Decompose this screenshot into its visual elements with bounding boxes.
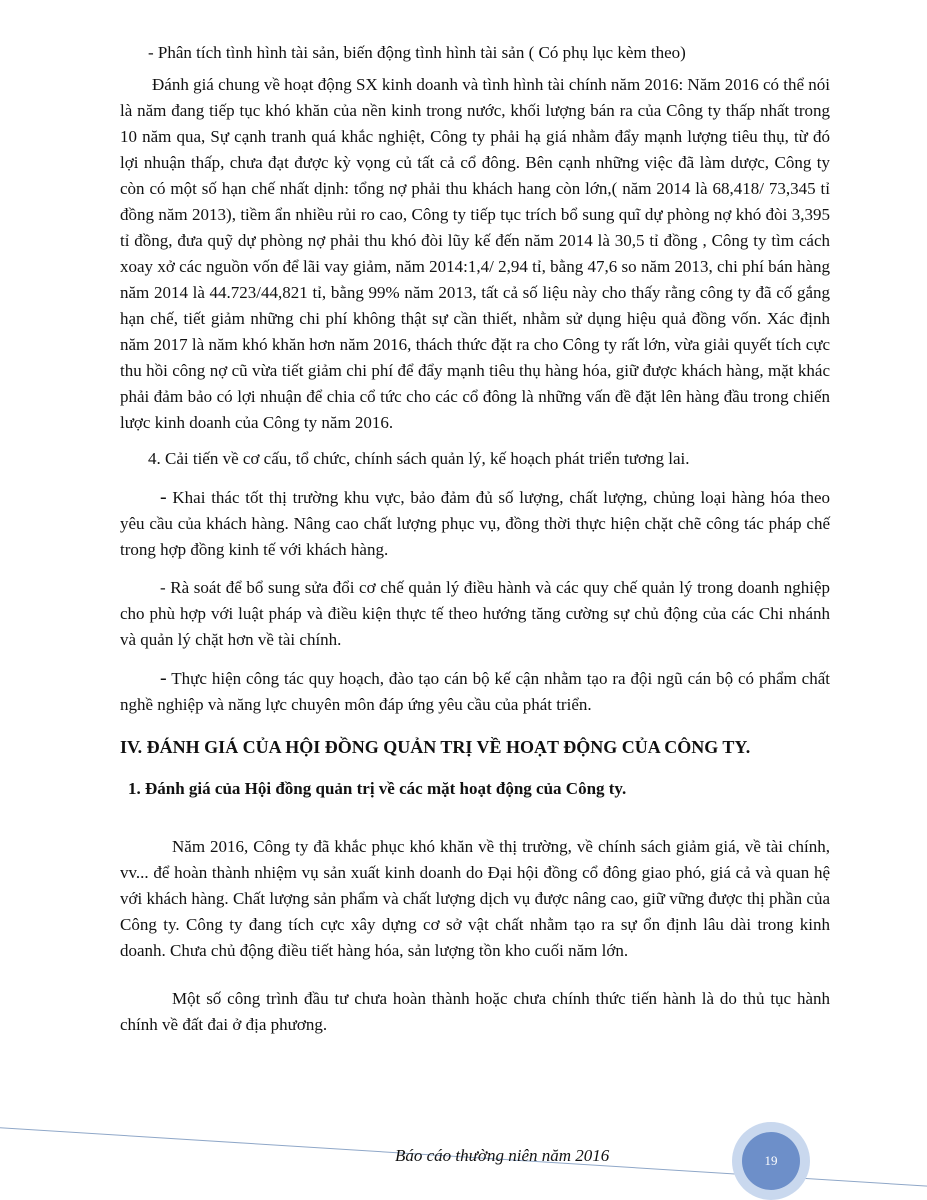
page-number: 19: [764, 1153, 778, 1168]
subsection-1-heading: 1. Đánh giá của Hội đồng quản trị về các mặt hoạt động của Công ty.: [128, 779, 627, 798]
paragraph-market-exploitation: [120, 484, 830, 563]
section-iv-heading: IV. ĐÁNH GIÁ CỦA HỘI ĐỒNG QUẢN TRỊ VỀ HOẠT ĐỘNG CỦA CÔNG TY.: [120, 737, 751, 757]
paragraph-text: Thực hiện công tác quy hoạch, đào tạo cán bộ kế cận nhằm tạo ra đội ngũ cán bộ có phẩm chất nghề nghiệp và năng lực chuyên môn đáp ứng yêu cầu của phát triển.: [120, 669, 830, 714]
paragraph-text: Khai thác tốt thị trường khu vực, bảo đảm đủ số lượng, chất lượng, chủng loại hàng hóa theo yêu cầu của khách hàng. Nâng cao chất lượng phục vụ, đồng thời thực hiện chặt chẽ công tác pháp chế trong hợp đồng kinh tế với khách hàng.: [120, 488, 830, 559]
paragraph-board-assessment: Năm 2016, Công ty đã khắc phục khó khăn về thị trường, về chính sách giảm giá, về tài chính, vv... để hoàn thành nhiệm vụ sản xuất kinh doanh do Đại hội đồng cổ đông giao phó, giá cả và quan hệ với khách hàng. Chất lượng sản phẩm và chất lượng dịch vụ được nâng cao, giữ vững được thị phần của Công ty. Công ty đang tích cực xây dựng cơ sở vật chất nhằm tạo ra sự ổn định lâu dài trong kinh doanh. Chưa chủ động điều tiết hàng hóa, sản lượng tồn kho cuối năm lớn.: [120, 837, 830, 960]
footer-title: Báo cáo thường niên năm 2016: [395, 1146, 610, 1165]
document-body: [120, 40, 830, 1038]
paragraph-management-review: - Rà soát để bổ sung sửa đổi cơ chế quản lý điều hành và các quy chế quản lý trong doanh nghiệp cho phù hợp với luật pháp và điều kiện thực tế theo hướng tăng cường sự chủ động của các Chi nhánh và quản lý chặt hơn về tài chính.: [120, 578, 830, 649]
dash-bullet: -: [160, 486, 167, 508]
paragraph-staff-planning: [120, 665, 830, 718]
paragraph-investment-projects: Một số công trình đầu tư chưa hoàn thành hoặc chưa chính thức tiến hành là do thủ tục hành chính về đất đai ở địa phương.: [120, 989, 830, 1034]
section-4-heading: 4. Cải tiến về cơ cấu, tổ chức, chính sách quản lý, kế hoạch phát triển tương lai.: [148, 449, 690, 468]
dash-bullet: -: [160, 667, 167, 689]
paragraph-general-assessment: Đánh giá chung về hoạt động SX kinh doanh và tình hình tài chính năm 2016: Năm 2016 có thể nói là năm đang tiếp tục khó khăn của nền kinh trong nước, khối lượng bán ra của Công ty thấp nhất trong 10 năm qua, Sự cạnh tranh quá khắc nghiệt, Công ty phải hạ giá nhằm đẩy mạnh lượng tiêu thụ, từ đó lợi nhuận thấp, chưa đạt được kỳ vọng củ tất cả cổ đông. Bên cạnh những việc đã làm dược, Công ty còn có một số hạn chế nhất dịnh: tổng nợ phải thu khách hang còn lớn,( năm 2014 là 68,418/ 73,345 tỉ đồng năm 2013), tiềm ẩn nhiều rủi ro cao, Công ty tiếp tục trích bổ sung quĩ dự phòng nợ khó đòi 3,395 tỉ đồng, đưa quỹ dự phòng nợ phải thu khó đòi lũy kế đến năm 2014 là 30,5 tỉ đồng , Công ty tìm cách xoay xở các nguồn vốn để lãi vay giảm, năm 2014:1,4/ 2,94 tỉ, bằng 47,6 so năm 2013, chi phí bán hàng năm 2014 là 44.723/44,821 tỉ, bằng 99% năm 2013, tất cả số liệu này cho thấy rằng công ty đã cố gắng hạn chế, tiết giảm những chi phí không thật sự cần thiết, nhằm sử dụng hiệu quả đồng vốn. Xác định năm 2017 là năm khó khăn hơn năm 2016, thách thức đặt ra cho Công ty rất lớn, vừa giải quyết tích cực thu hồi công nợ cũ vừa tiết giảm chi phí để đẩy mạnh tiêu thụ hàng hóa, giữ được khách hàng, mặt khác phải đảm bảo có lợi nhuận để chia cổ tức cho các cổ đông là những vấn đề đặt lên hàng đầu trong chiến lược kinh doanh của Công ty năm 2016.: [120, 75, 830, 432]
paragraph-asset-analysis: - Phân tích tình hình tài sản, biến động tình hình tài sản ( Có phụ lục kèm theo): [148, 43, 686, 62]
page-number-badge: [742, 1132, 800, 1190]
